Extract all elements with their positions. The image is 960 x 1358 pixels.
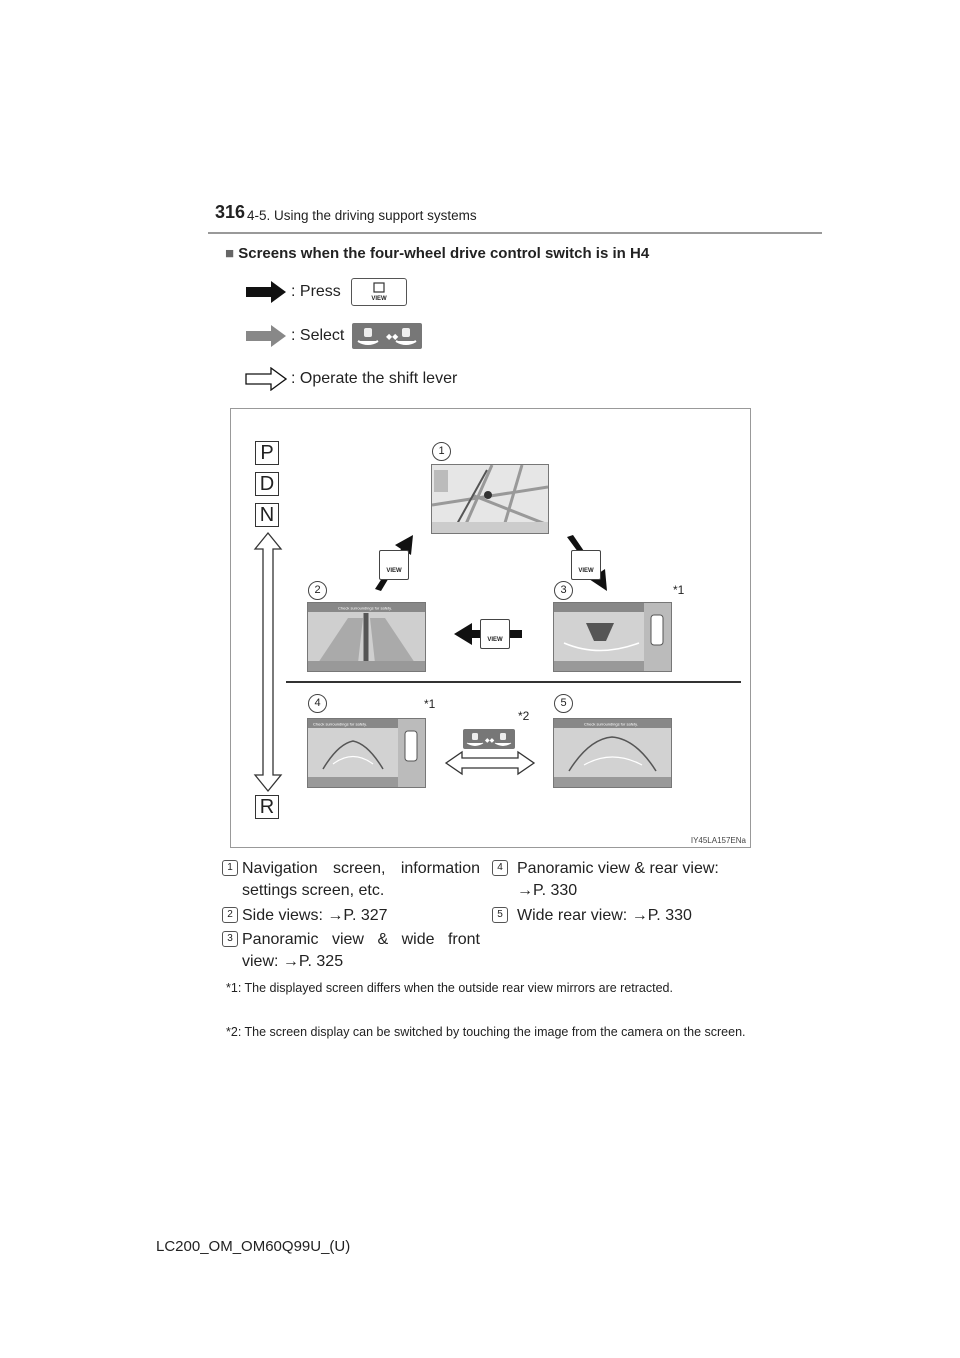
view-button-icon [571, 550, 601, 580]
solid-arrow-icon [245, 280, 287, 304]
side-views-screen [307, 602, 426, 672]
square-bullet-icon: ■ [225, 245, 235, 262]
panoramic-rear-screen [307, 718, 426, 788]
legend-shift-text: : Operate the shift lever [291, 370, 458, 387]
outline-arrow-icon [245, 367, 287, 391]
legend-shift [245, 366, 457, 392]
star-note-2: *2 [518, 709, 530, 723]
footnote-1-text: : The displayed screen differs when the outside rear view mirrors are retracted. [237, 981, 673, 995]
wide-rear-screen [553, 718, 672, 788]
caption-3-text: Panoramic view & wide front view: →P. 325 [242, 931, 480, 970]
marker-4: 4 [308, 694, 327, 713]
legend-press [245, 279, 407, 305]
figure-divider [286, 681, 741, 683]
footnote-2 [226, 1023, 746, 1042]
page-number: 316 [215, 202, 246, 222]
gray-arrow-icon [245, 324, 287, 348]
view-label: VIEW [487, 637, 503, 643]
svg-text:◆◆: ◆◆ [386, 332, 399, 341]
section-title: 4-5. Using the driving support systems [247, 208, 477, 223]
header-rule [208, 232, 822, 234]
wide-rear-banner: Check surroundings for safety. [584, 721, 638, 727]
screen-flow-figure [230, 408, 751, 848]
view-button-icon [351, 278, 407, 306]
gear-r: R [255, 795, 279, 819]
gear-p: P [255, 441, 279, 465]
panoramic-view-select-icon [463, 729, 515, 749]
caption-4-text: Panoramic view & rear view: →P. 330 [517, 860, 719, 899]
marker-1: 1 [432, 442, 451, 461]
star-note-1b: *1 [424, 697, 436, 711]
marker-3: 3 [554, 581, 573, 600]
marker-5: 5 [554, 694, 573, 713]
marker-2: 2 [308, 581, 327, 600]
view-label: VIEW [386, 568, 402, 574]
shift-double-arrow-icon [253, 531, 283, 793]
page-footer: LC200_OM_OM60Q99U_(U) [156, 1238, 351, 1255]
caption-1-number: 1 [222, 860, 238, 876]
caption-4-number: 4 [492, 860, 508, 876]
heading-text: Screens when the four-wheel drive control switch is in H4 [238, 245, 650, 262]
gear-n: N [255, 503, 279, 527]
gear-d: D [255, 472, 279, 496]
star-note-1a: *1 [673, 583, 685, 597]
panoramic-wide-front-screen [553, 602, 672, 672]
section-heading [225, 245, 649, 262]
caption-3-number: 3 [222, 931, 238, 947]
svg-text:◆◆: ◆◆ [485, 738, 495, 744]
view-button-icon [480, 619, 510, 649]
legend-select [245, 323, 422, 349]
view-label: VIEW [371, 296, 387, 302]
navigation-screen [431, 464, 549, 534]
figure-code: IY45LA157ENa [690, 836, 746, 845]
footnote-2-text: : The screen display can be switched by touching the image from the camera on the screen. [237, 1025, 746, 1039]
double-arrow-horizontal-icon [444, 750, 536, 776]
view-label: VIEW [578, 568, 594, 574]
panoramic-view-select-icon [352, 323, 422, 349]
view-button-icon [379, 550, 409, 580]
footnote-1 [226, 979, 746, 998]
caption-5-text: Wide rear view: →P. 330 [517, 907, 692, 924]
footnote-1-mark: *1 [226, 981, 238, 995]
caption-1-text: Navigation screen, information settings screen, etc. [242, 860, 480, 899]
panoramic-rear-banner: Check surroundings for safety. [313, 721, 367, 727]
legend-press-text: : Press [291, 283, 341, 300]
side-views-banner: Check surroundings for safety. [338, 605, 392, 611]
caption-5-number: 5 [492, 907, 508, 923]
legend-select-text: : Select [291, 327, 345, 344]
footnote-2-mark: *2 [226, 1025, 238, 1039]
caption-2-text: Side views: →P. 327 [242, 907, 388, 924]
caption-2-number: 2 [222, 907, 238, 923]
